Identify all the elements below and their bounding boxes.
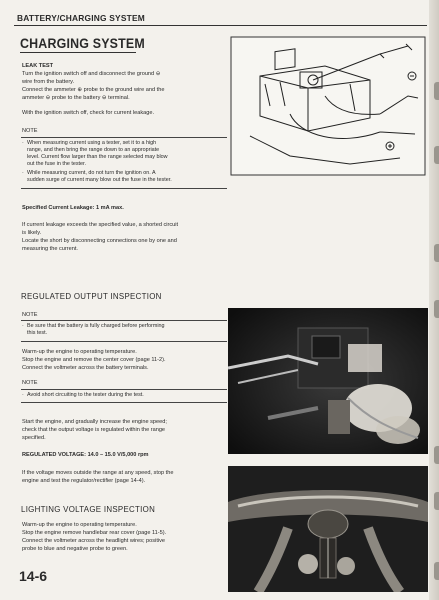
- edge-tab: [434, 562, 439, 580]
- note-rule: [21, 389, 227, 390]
- note-item: · Be sure that the battery is fully charged before performing this test.: [22, 323, 227, 337]
- regulated-start: check that the output voltage is regulated within the range: [22, 427, 166, 433]
- note-line: range, and then bring the range down to an appropriate: [27, 147, 160, 154]
- battery-ammeter-illustration: [230, 36, 426, 176]
- note-rule: [21, 341, 227, 342]
- handlebar-photo: [228, 466, 428, 592]
- edge-tab: [434, 146, 439, 164]
- leak-spec: Specified Current Leakage: 1 mA max.: [22, 205, 124, 211]
- note-line: Be sure that the battery is fully charged before performing: [27, 323, 165, 329]
- regulated-start: specified.: [22, 435, 46, 441]
- leak-test-line: ammeter ⊖ probe to the battery ⊖ terminal.: [22, 95, 130, 101]
- leak-test-check: With the ignition switch off, check for current leakage.: [22, 110, 155, 116]
- regulated-heading: REGULATED OUTPUT INSPECTION: [21, 292, 162, 301]
- regulated-step: Stop the engine and remove the center cover (page 11-2).: [22, 357, 166, 363]
- edge-tab: [434, 300, 439, 318]
- leak-test-line: Connect the ammeter ⊕ probe to the ground wire and the: [22, 87, 165, 93]
- title-rule: [20, 52, 136, 53]
- edge-tab: [434, 82, 439, 100]
- note-label: NOTE: [22, 128, 38, 134]
- edge-tab: [434, 244, 439, 262]
- note-rule: [21, 188, 227, 189]
- regulated-spec: REGULATED VOLTAGE: 14.0 – 15.0 V/5,000 rpm: [22, 452, 149, 458]
- leak-after-line: If current leakage exceeds the specified value, a shorted circuit: [22, 222, 179, 228]
- regulated-after: engine and test the regulator/rectifier (page 14-4).: [22, 478, 146, 484]
- note-line: sudden surge of current many blow out the fuse in the tester.: [27, 177, 172, 184]
- note-label: NOTE: [22, 312, 38, 318]
- lighting-heading: LIGHTING VOLTAGE INSPECTION: [21, 505, 156, 514]
- page-title: CHARGING SYSTEM: [20, 36, 145, 51]
- note-line: While measuring current, do not turn the ignition on. A: [27, 170, 156, 176]
- leak-test-heading: LEAK TEST: [22, 63, 54, 69]
- lighting-line: probe to blue and negative probe to green.: [22, 546, 128, 552]
- regulator-photo: [228, 308, 428, 454]
- lighting-line: Stop the engine remove handlebar rear cover (page 11-5).: [22, 530, 167, 536]
- note-line: this test.: [27, 330, 48, 337]
- note-label: NOTE: [22, 380, 38, 386]
- regulated-step: Connect the voltmeter across the battery terminals.: [22, 365, 149, 371]
- leak-test-line: Turn the ignition switch off and disconnect the ground ⊖: [22, 71, 161, 77]
- note-line: When measuring current using a tester, set it to a high: [27, 140, 157, 146]
- note-item: · Avoid short circuiting to the tester during the test.: [22, 392, 227, 399]
- leak-after-line: Locate the short by disconnecting connections one by one and: [22, 238, 177, 244]
- regulated-step: Warm-up the engine to operating temperature.: [22, 349, 137, 355]
- page-number: 14-6: [19, 568, 48, 584]
- lighting-line: Warm-up the engine to operating temperature.: [22, 522, 137, 528]
- edge-tab: [434, 446, 439, 464]
- leak-test-line: wire from the battery.: [22, 79, 75, 85]
- regulated-after: If the voltage moves outside the range at any speed, stop the: [22, 470, 174, 476]
- note-rule: [21, 320, 227, 321]
- note-item: · While measuring current, do not turn the ignition on. A sudden surge of current many blow out the fuse in the tester.: [22, 170, 227, 184]
- note-line: level. Current flow larger than the range selected may blow: [27, 154, 168, 161]
- header-rule: [14, 25, 427, 26]
- note-rule: [21, 137, 227, 138]
- section-header: BATTERY/CHARGING SYSTEM: [17, 13, 145, 23]
- regulated-start: Start the engine, and gradually increase the engine speed;: [22, 419, 167, 425]
- leak-after-line: measuring the current.: [22, 246, 78, 252]
- leak-after-line: is likely.: [22, 230, 42, 236]
- note-item: · When measuring current using a tester, set it to a high range, and then bring the range down to an appropriate level. Current flow larger than the range selected may blow out the fuse in the tester.: [22, 140, 227, 168]
- note-line: Avoid short circuiting to the tester during the test.: [27, 392, 144, 398]
- edge-tab: [434, 492, 439, 510]
- note-rule: [21, 402, 227, 403]
- lighting-line: Connect the voltmeter across the headlight wires; positive: [22, 538, 166, 544]
- note-line: out the fuse in the tester.: [27, 161, 87, 168]
